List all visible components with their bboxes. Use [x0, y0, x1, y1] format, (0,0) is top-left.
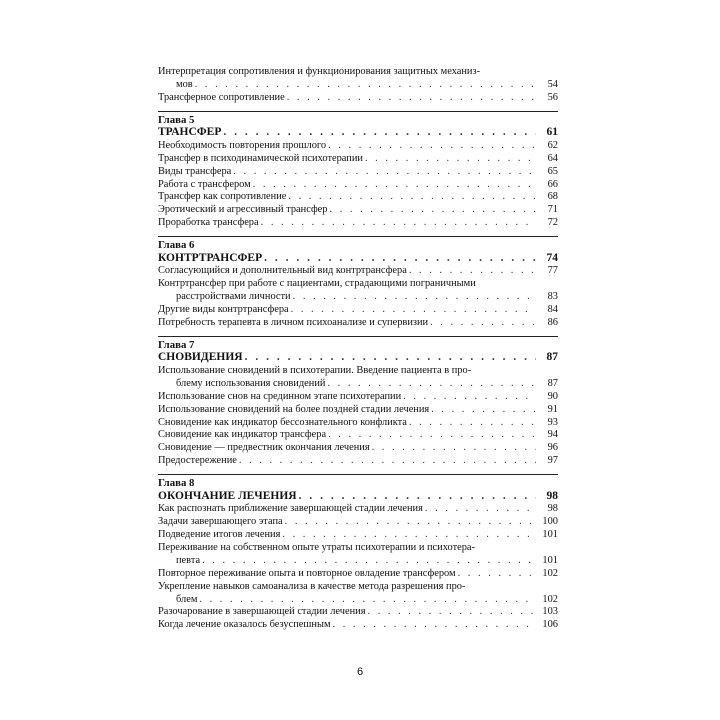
toc-entry: [158, 204, 558, 217]
toc-page-number: 83: [547, 291, 558, 303]
toc-page-number: 61: [546, 126, 558, 139]
chapter-label: Глава 5: [158, 113, 195, 126]
toc-page-number: 102: [542, 567, 558, 579]
toc-entry-text: Укрепление навыков самоанализа в качестве метода разрешения про-: [158, 580, 466, 592]
toc-entry: [158, 581, 558, 607]
dot-leader: [223, 126, 536, 140]
toc-entry-text: певта: [176, 554, 201, 566]
toc-entry: [158, 417, 558, 430]
dot-leader: [328, 140, 536, 153]
toc-page-number: 90: [547, 390, 558, 402]
toc-entry: [158, 529, 558, 542]
toc-page-number: 56: [547, 91, 558, 103]
dot-leader: [282, 529, 536, 542]
toc-page-number: 68: [547, 191, 558, 203]
toc-entry-text: Как распознать приближение завершающей стадии лечения: [158, 503, 423, 515]
toc-entry-text: Подведение итогов лечения: [158, 529, 281, 541]
toc-entry-text: Эротический и агрессивный трансфер: [158, 204, 328, 216]
toc-page-number: 71: [547, 204, 558, 216]
dot-leader: [264, 252, 536, 266]
chapter-label: Глава 7: [158, 338, 195, 351]
toc-entry-text: Работа с трансфером: [158, 178, 251, 190]
dot-leader: [327, 378, 536, 391]
toc-page-number: 87: [547, 377, 558, 389]
toc-page-number: 72: [547, 217, 558, 229]
toc-entry-text: Разочарование в завершающей стадии лечения: [158, 606, 366, 618]
toc-entry: [158, 442, 558, 455]
dot-leader: [288, 191, 536, 204]
toc-entry-text: Интерпретация сопротивления и функционирования защитных механиз-: [158, 66, 481, 77]
toc-page-number: 96: [547, 442, 558, 454]
toc-entry: [158, 66, 558, 92]
toc-entry-text: расстройствами личности: [176, 291, 291, 303]
toc-entry-text: Повторное переживание опыта и повторное овладение трансфером: [158, 567, 456, 579]
toc-entry-text: Трансфер как сопротивление: [158, 191, 287, 203]
chapter-title: ТРАНСФЕР: [158, 126, 222, 139]
toc-entry-text: мов: [176, 78, 193, 90]
chapter-section: [158, 236, 558, 330]
toc-entry-text: Сновидение как индикатор трансфера: [158, 429, 327, 441]
toc-entry-text: Переживание на собственном опыте утраты психотерапии и психотера-: [158, 541, 476, 553]
dot-leader: [245, 351, 536, 365]
toc-entry-text: Задачи завершающего этапа: [158, 516, 283, 528]
toc-entry: [158, 455, 558, 468]
dot-leader: [285, 516, 536, 529]
toc-page-number: 93: [547, 416, 558, 428]
toc-page-number: 64: [547, 152, 558, 164]
toc-entry: [158, 317, 558, 330]
toc-entry: [158, 265, 558, 278]
toc-entry: [158, 217, 558, 230]
toc-page-number: 87: [546, 351, 558, 364]
toc-entry-text: Трансферное сопротивление: [158, 91, 285, 103]
dot-leader: [202, 555, 536, 568]
intro-entries: [158, 66, 558, 105]
dot-leader: [195, 79, 536, 92]
chapter-label: Глава 6: [158, 239, 195, 252]
toc-page-number: 86: [547, 316, 558, 328]
dot-leader: [293, 291, 536, 304]
chapter-section: [158, 474, 558, 632]
toc-entry-text: блему использования сновидений: [176, 377, 326, 389]
toc-entry: [158, 153, 558, 166]
dot-leader: [430, 317, 536, 330]
chapters: [158, 111, 558, 633]
toc-entry-text: Виды трансфера: [158, 165, 232, 177]
page-number: 6: [356, 666, 364, 678]
toc-entry: [158, 542, 558, 568]
toc-entry: [158, 606, 558, 619]
toc-entry-text: Контртрансфер при работе с пациентами, страдающими пограничными: [158, 278, 476, 290]
toc-entry: [158, 92, 558, 105]
toc-entry-text: Сновидение как индикатор бессознательного конфликта: [158, 416, 407, 428]
dot-leader: [239, 455, 536, 468]
dot-leader: [333, 619, 536, 632]
dot-leader: [233, 166, 536, 179]
toc-entry: [158, 391, 558, 404]
toc-page-number: 62: [547, 139, 558, 151]
toc-page-number: 97: [547, 455, 558, 467]
toc-entry-text: Трансфер в психодинамической психотерапии: [158, 152, 363, 164]
toc-entry-text: Использование снов на срединном этапе психотерапии: [158, 390, 402, 402]
toc-entry: [158, 568, 558, 581]
toc-page-number: 91: [547, 403, 558, 415]
dot-leader: [261, 217, 536, 230]
dot-leader: [365, 153, 536, 166]
dot-leader: [458, 568, 536, 581]
chapter-section: [158, 336, 558, 468]
dot-leader: [431, 404, 536, 417]
toc-page-number: 94: [547, 429, 558, 441]
toc-entry-text: Предостережение: [158, 455, 237, 467]
dot-leader: [372, 442, 536, 455]
chapter-section: [158, 111, 558, 230]
toc-entry: [158, 191, 558, 204]
toc-entry-text: Сновидение — предвестник окончания лечения: [158, 442, 370, 454]
toc-entry: [158, 619, 558, 632]
toc-entry: [158, 365, 558, 391]
toc-page-number: 98: [547, 503, 558, 515]
toc-entry-text: Проработка трансфера: [158, 217, 259, 229]
toc-entry-text: Потребность терапевта в личном психоанализе и супервизии: [158, 316, 429, 328]
table-of-contents: [158, 66, 558, 632]
toc-page-number: 106: [542, 619, 558, 631]
toc-page-number: 101: [542, 554, 558, 566]
dot-leader: [330, 204, 537, 217]
toc-entry: [158, 404, 558, 417]
toc-entry-text: Другие виды контртрансфера: [158, 303, 289, 315]
toc-entry: [158, 503, 558, 516]
toc-page-number: 103: [542, 606, 558, 618]
toc-entry: [158, 166, 558, 179]
toc-entry: [158, 140, 558, 153]
toc-entry: [158, 516, 558, 529]
chapter-title: СНОВИДЕНИЯ: [158, 351, 243, 364]
toc-entry-text: Когда лечение оказалось безуспешным: [158, 619, 331, 631]
dot-leader: [368, 606, 537, 619]
toc-page-number: 77: [547, 265, 558, 277]
dot-leader: [287, 92, 536, 105]
dot-leader: [425, 503, 536, 516]
toc-entry-text: Использование сновидений на более поздней стадии лечения: [158, 403, 430, 415]
toc-page-number: 66: [547, 178, 558, 190]
toc-page-number: 65: [547, 165, 558, 177]
toc-entry: [158, 429, 558, 442]
dot-leader: [403, 391, 536, 404]
toc-entry-text: блем: [176, 593, 198, 605]
toc-page-number: 84: [547, 303, 558, 315]
toc-entry: [158, 278, 558, 304]
toc-page-number: 54: [547, 78, 558, 90]
toc-entry: [158, 179, 558, 192]
toc-page-number: 100: [542, 516, 558, 528]
toc-page-number: 98: [546, 489, 558, 502]
chapter-label: Глава 8: [158, 477, 195, 490]
chapter-title: ОКОНЧАНИЕ ЛЕЧЕНИЯ: [158, 489, 297, 502]
dot-leader: [299, 490, 536, 504]
dot-leader: [199, 594, 536, 607]
dot-leader: [253, 179, 536, 192]
dot-leader: [328, 429, 536, 442]
toc-entry-text: Необходимость повторения прошлого: [158, 139, 327, 151]
dot-leader: [291, 304, 536, 317]
toc-page-number: 74: [546, 251, 558, 264]
chapter-title: КОНТРТРАНСФЕР: [158, 251, 263, 264]
dot-leader: [409, 417, 536, 430]
toc-page-number: 102: [542, 593, 558, 605]
dot-leader: [409, 265, 536, 278]
toc-entry-text: Использование сновидений в психотерапии. Введение пациента в про-: [158, 364, 472, 376]
toc-entry-text: Согласующийся и дополнительный вид контртрансфера: [158, 265, 407, 277]
toc-entry: [158, 304, 558, 317]
toc-page-number: 101: [542, 529, 558, 541]
